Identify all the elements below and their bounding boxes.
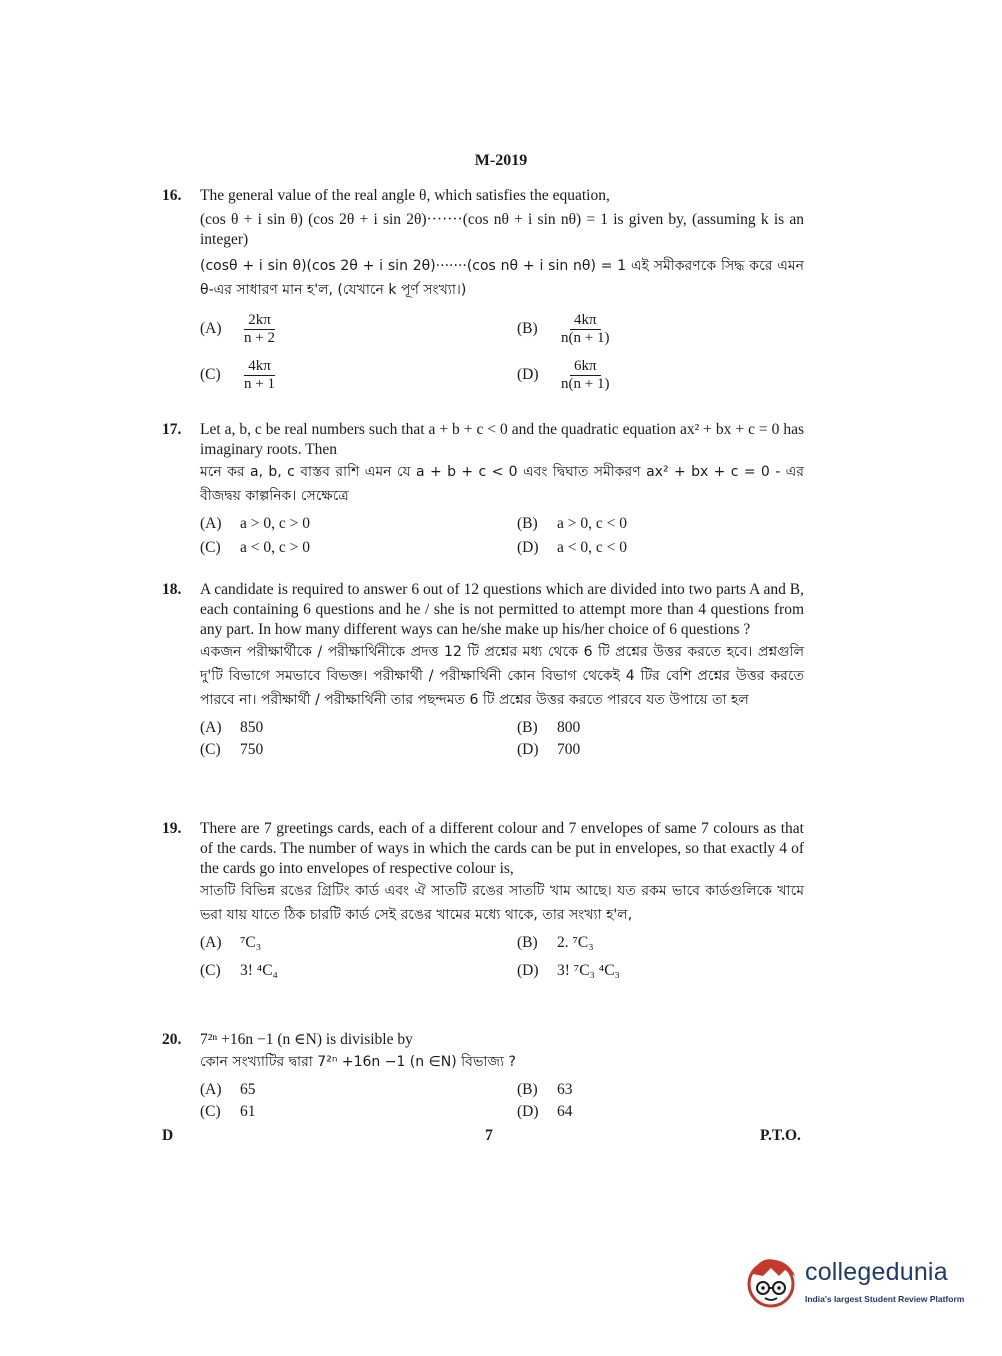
question-text-en: The general value of the real angle θ, which satisfies the equation, (200, 187, 610, 204)
question-17 (162, 420, 804, 562)
option-c[interactable]: (C) 750 (200, 741, 264, 758)
page-header: M-2019 (474, 152, 528, 169)
option-b[interactable]: (B) 2. ⁷C₃ (517, 934, 594, 951)
option-a[interactable]: (A) 850 (200, 719, 264, 736)
question-number: 16. (162, 187, 182, 204)
question-text-bn: মনে কর a, b, c বাস্তব রাশি এমন যে a + b + c < 0 এবং দ্বিঘাত সমীকরণ ax² + bx + c = 0 - এর বীজদ্বয় কাল্পনিক। সেক্ষেত্রে (200, 464, 804, 504)
option-c[interactable]: (C) 3! ⁴C₄ (200, 962, 278, 979)
question-text-en: 7²ⁿ +16n −1 (n ∈N) is divisible by (200, 1031, 413, 1048)
option-d[interactable]: (D) a < 0, c < 0 (517, 539, 627, 556)
collegedunia-logo[interactable] (745, 1252, 970, 1314)
question-text-en-2: (cos θ + i sin θ) (cos 2θ + i sin 2θ)·······(cos nθ + i sin nθ) = 1 is given by, (assuming k is an integer) (200, 211, 804, 248)
question-number: 18. (162, 581, 182, 598)
option-c[interactable]: (C) $\frac{4k\pi}{n + 1}$ (200, 358, 275, 392)
option-d[interactable]: (D) 64 (517, 1103, 573, 1120)
option-d[interactable]: (D) 3! ⁷C₃ ⁴C₃ (517, 962, 620, 979)
question-19 (162, 819, 804, 989)
question-number: 20. (162, 1031, 182, 1048)
option-d[interactable]: (D) 700 (517, 741, 581, 758)
option-c[interactable]: (C) 61 (200, 1103, 256, 1120)
question-number: 17. (162, 421, 182, 438)
question-text-bn: একজন পরীক্ষার্থীকে / পরীক্ষার্থিনীকে প্রদত্ত 12 টি প্রশ্নের মধ্য থেকে 6 টি প্রশ্নের উত্তর করতে হবে। প্রশ্নগুলি দু'টি বিভাগে সমভাবে বিভক্ত। পরীক্ষার্থী / পরীক্ষার্থিনী কোন বিভাগ থেকেই 4 টির বেশি প্রশ্নের উত্তর করতে পারবে না। পরীক্ষার্থী / পরীক্ষার্থিনী তার পছন্দমত 6 টি প্রশ্নের উত্তর করতে পারবে যত উপায়ে তা হল (200, 644, 804, 708)
question-text-bn: কোন সংখ্যাটির দ্বারা 7²ⁿ +16n −1 (n ∈N) বিভাজ্য ? (200, 1054, 516, 1070)
option-a[interactable]: (A) a > 0, c > 0 (200, 515, 310, 532)
option-a[interactable]: (A) 65 (200, 1081, 256, 1098)
option-c[interactable]: (C) a < 0, c > 0 (200, 539, 310, 556)
option-b[interactable]: (B) 63 (517, 1081, 573, 1098)
question-text-en: A candidate is required to answer 6 out of 12 questions which are divided into two parts A and B, each containing 6 questions and he / she is not permitted to attempt more than 4 questions from any part. In how many different ways can he/she make up his/her choice of 6 questions ? (200, 581, 804, 638)
logo-wordmark: collegedunia (805, 1258, 948, 1286)
logo-tagline: India's largest Student Review Platform (805, 1294, 965, 1304)
option-a[interactable]: (A) $\frac{2k\pi}{n + 2}$ (200, 312, 275, 346)
question-text-bn: সাতটি বিভিন্ন রঙের গ্রিটিং কার্ড এবং ঐ সাতটি রঙের সাতটি খাম আছে। যত রকম ভাবে কার্ডগুলিকে খামে ভরা যায় যাতে ঠিক চারটি কার্ড সেই রঙের খামের মধ্যে থাকে, তার সংখ্যা হ'ল, (200, 883, 804, 923)
option-d[interactable]: (D) $\frac{6k\pi}{n(n + 1)}$ (517, 358, 610, 392)
pto-label: P.T.O. (760, 1127, 801, 1144)
question-text-en: Let a, b, c be real numbers such that a + b + c < 0 and the quadratic equation ax² + bx + c = 0 has imaginary roots. Then (200, 421, 804, 458)
question-text-en: There are 7 greetings cards, each of a different colour and 7 envelopes of same 7 colours as that of the cards. The number of ways in which the cards can be put in envelopes, so that exactly 4 of the cards go into envelopes of respective colour is, (200, 820, 804, 877)
question-18 (162, 580, 804, 764)
question-number: 19. (162, 820, 182, 837)
question-20 (162, 1030, 804, 1126)
option-b[interactable]: (B) $\frac{4k\pi}{n(n + 1)}$ (517, 312, 610, 346)
option-b[interactable]: (B) a > 0, c < 0 (517, 515, 627, 532)
page-number: 7 (485, 1127, 493, 1144)
option-a[interactable]: (A) ⁷C₃ (200, 934, 262, 951)
footer-set-code: D (162, 1127, 174, 1144)
option-b[interactable]: (B) 800 (517, 719, 581, 736)
question-16 (162, 186, 804, 398)
question-text-bn: (cosθ + i sin θ)(cos 2θ + i sin 2θ)·······(cos nθ + i sin nθ) = 1 এই সমীকরণকে সিদ্ধ করে এমন θ-এর সাধারণ মান হ'ল, (যেখানে k পূর্ণ সংখ্যা।) (200, 258, 804, 298)
mascot-icon (745, 1252, 803, 1312)
